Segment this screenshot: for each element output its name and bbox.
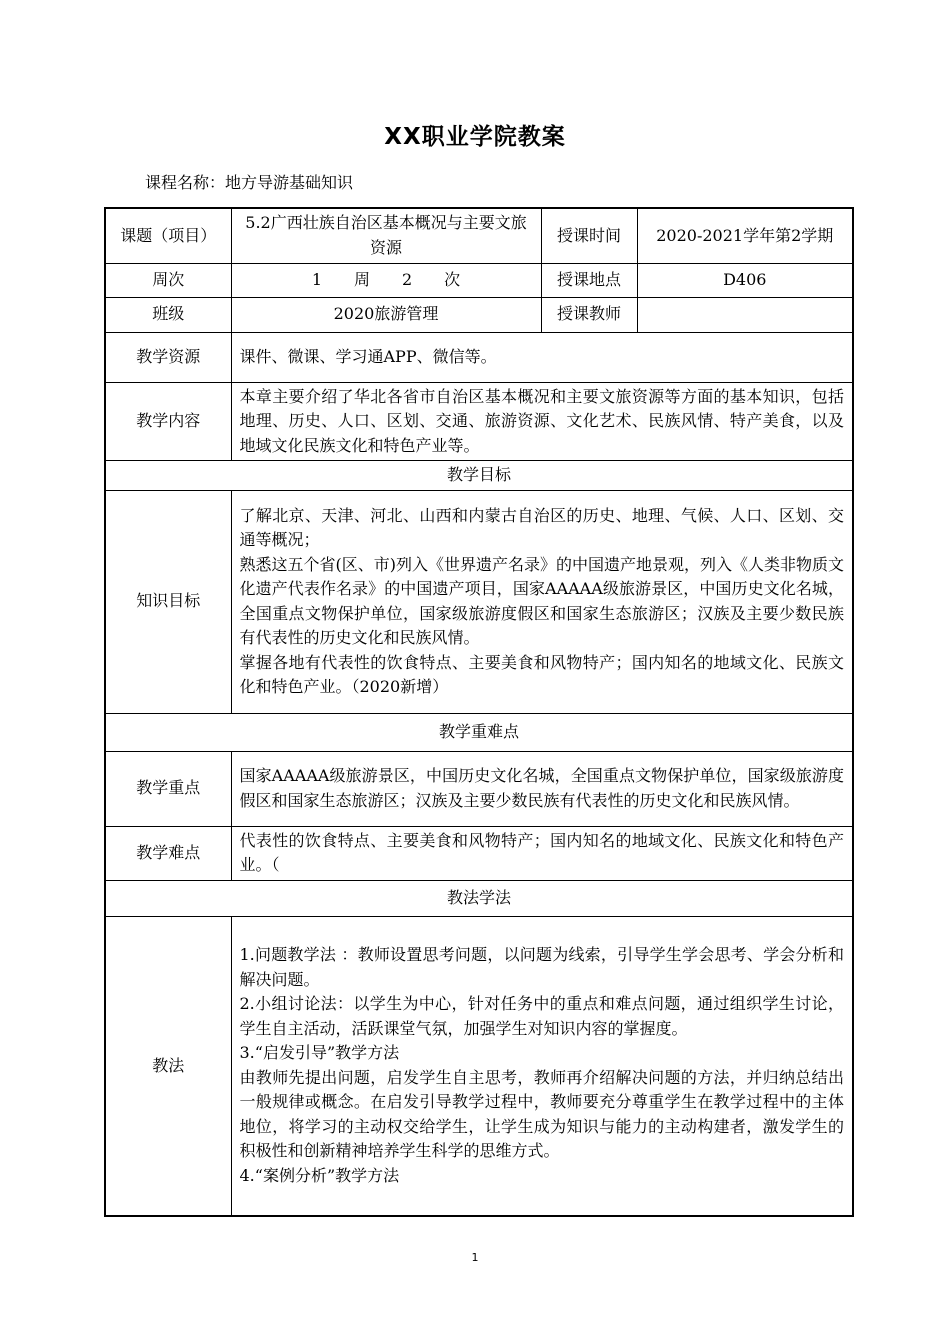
teaching-method-value bbox=[231, 916, 853, 1216]
table-row bbox=[105, 382, 853, 461]
course-name-line bbox=[145, 170, 353, 193]
knowledge-value bbox=[231, 490, 853, 713]
knowledge-paragraph: 了解北京、天津、河北、山西和内蒙古自治区的历史、地理、气候、人口、区划、交通等概况； bbox=[239, 505, 844, 549]
table-row bbox=[105, 297, 853, 332]
method-paragraph: 3.“启发引导”教学方法 bbox=[239, 1043, 400, 1063]
method-paragraph: 2.小组讨论法：以学生为中心，针对任务中的重点和难点问题，通过组织学生讨论，学生自主活动，活跃课堂气氛，加强学生对知识内容的掌握度。 bbox=[239, 994, 844, 1038]
table-row bbox=[105, 208, 853, 263]
topic-value: 5.2广西壮族自治区基本概况与主要文旅资源 bbox=[231, 208, 541, 263]
resources-label: 教学资源 bbox=[105, 332, 231, 382]
difficult-label: 教学难点 bbox=[105, 826, 231, 880]
resources-value: 课件、微课、学习通APP、微信等。 bbox=[231, 332, 853, 382]
method-paragraph: 由教师先提出问题，启发学生自主思考，教师再介绍解决问题的方法，并归纳总结出一般规律或概念。在启发引导教学过程中，教师要充分尊重学生在教学过程中的主体地位，将学习的主动权交给学生，让学生成为知识与能力的主动构建者，激发学生的积极性和创新精神培养学生科学的思维方式。 bbox=[239, 1067, 844, 1161]
place-label: 授课地点 bbox=[541, 263, 637, 297]
key-label: 教学重点 bbox=[105, 751, 231, 826]
lesson-plan-table bbox=[104, 207, 854, 1217]
place-value: D406 bbox=[637, 263, 853, 297]
table-row bbox=[105, 713, 853, 751]
methods-header: 教法学法 bbox=[105, 880, 853, 916]
table-row bbox=[105, 490, 853, 713]
table-row bbox=[105, 461, 853, 491]
topic-label: 课题（项目） bbox=[105, 208, 231, 263]
table-row bbox=[105, 751, 853, 826]
table-row bbox=[105, 880, 853, 916]
knowledge-paragraph: 掌握各地有代表性的饮食特点、主要美食和风物特产；国内知名的地域文化、民族文化和特色产业。（2020新增） bbox=[239, 652, 844, 696]
week-label: 周次 bbox=[105, 263, 231, 297]
page-number: 1 bbox=[471, 1251, 479, 1264]
objectives-header: 教学目标 bbox=[105, 461, 853, 491]
knowledge-paragraph: 熟悉这五个省(区、市)列入《世界遗产名录》的中国遗产地景观，列入《人类非物质文化遗产代表作名录》的中国遗产项目，国家AAAAA级旅游景区，中国历史文化名城，全国重点文物保护单位，国家级旅游度假区和国家生态旅游区；汉族及主要少数民族有代表性的历史文化和民族风情。 bbox=[239, 554, 844, 647]
document-title: XX职业学院教案 bbox=[384, 124, 566, 150]
week-value: 1 周 2 次 bbox=[231, 263, 541, 297]
key-difficult-header: 教学重难点 bbox=[105, 713, 853, 751]
method-paragraph: 4.“案例分析”教学方法 bbox=[239, 1165, 400, 1185]
table-row bbox=[105, 332, 853, 382]
key-value: 国家AAAAA级旅游景区，中国历史文化名城，全国重点文物保护单位，国家级旅游度假区和国家生态旅游区；汉族及主要少数民族有代表性的历史文化和民族风情。 bbox=[231, 751, 853, 826]
difficult-value: 代表性的饮食特点、主要美食和风物特产；国内知名的地域文化、民族文化和特色产业。（ bbox=[231, 826, 853, 880]
course-name-value: 地方导游基础知识 bbox=[225, 173, 354, 192]
teaching-method-label: 教法 bbox=[105, 916, 231, 1216]
class-value: 2020旅游管理 bbox=[231, 297, 541, 332]
table-row bbox=[105, 916, 853, 1216]
course-name-label: 课程名称： bbox=[145, 173, 226, 192]
class-label: 班级 bbox=[105, 297, 231, 332]
teacher-label: 授课教师 bbox=[541, 297, 637, 332]
content-label: 教学内容 bbox=[105, 382, 231, 461]
content-value: 本章主要介绍了华北各省市自治区基本概况和主要文旅资源等方面的基本知识，包括地理、历史、人口、区划、交通、旅游资源、文化艺术、民族风情、特产美食，以及地域文化民族文化和特色产业等。 bbox=[231, 382, 853, 461]
table-row bbox=[105, 263, 853, 297]
method-paragraph: 1.问题教学法 ：教师设置思考问题，以问题为线索，引导学生学会思考、学会分析和解决问题。 bbox=[239, 945, 844, 989]
knowledge-label: 知识目标 bbox=[105, 490, 231, 713]
table-row bbox=[105, 826, 853, 880]
time-label: 授课时间 bbox=[541, 208, 637, 263]
teacher-value bbox=[637, 297, 853, 332]
time-value: 2020-2021学年第2学期 bbox=[637, 208, 853, 263]
